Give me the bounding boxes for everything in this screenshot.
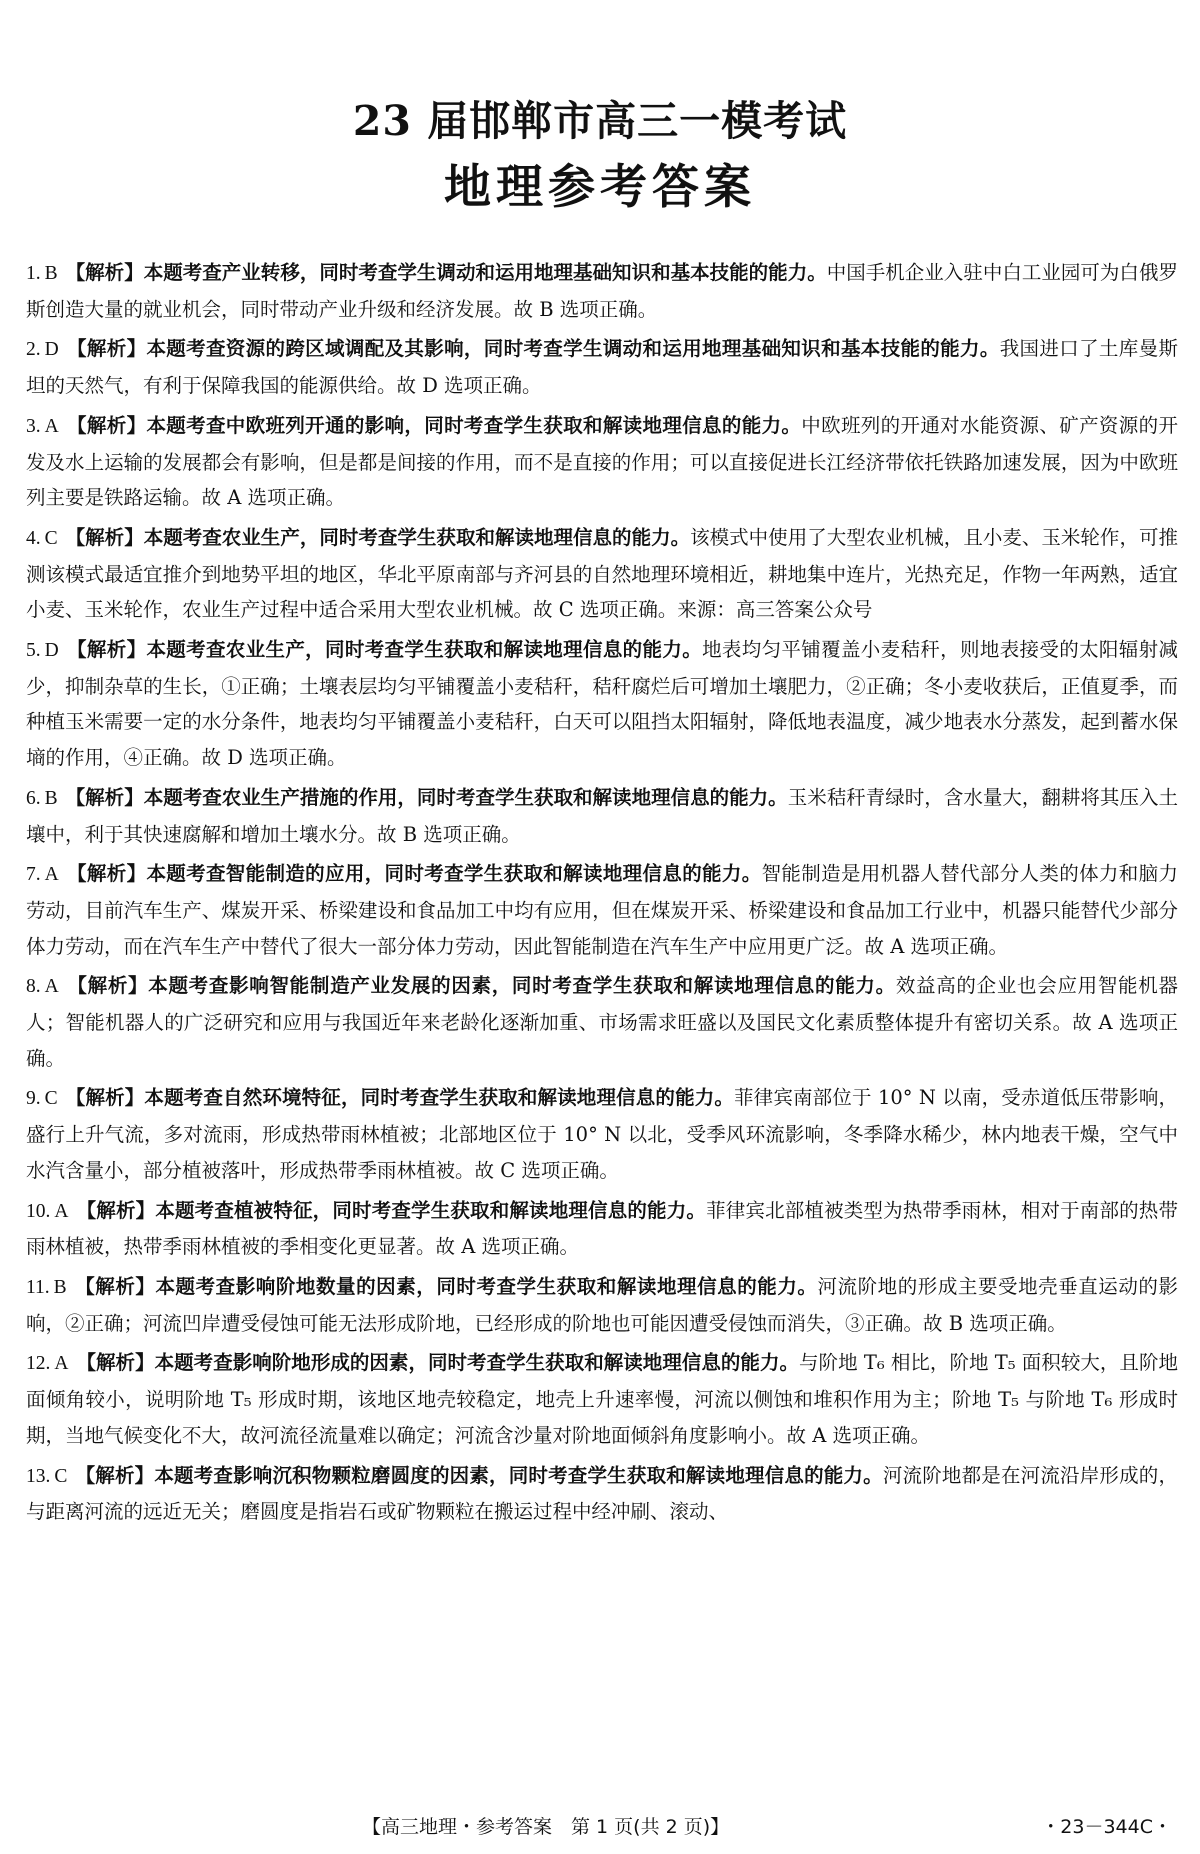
exam-title: 23 届邯郸市高三一模考试 (352, 97, 848, 145)
analysis-label: 【解析】 (66, 337, 147, 361)
answer-item (26, 408, 1178, 516)
analysis-label: 【解析】 (66, 638, 147, 662)
analysis-text: 地表均匀平铺覆盖小麦秸秆，则地表接受的太阳辐射减少，抑制杂草的生长，①正确；土壤表层均匀平铺覆盖小麦秸秆，秸秆腐烂后可增加土壤肥力，②正确；冬小麦收获后，正值夏季，而种植玉米需要一定的水分条件，地表均匀平铺覆盖小麦秸秆，白天可以阻挡太阳辐射，降低地表温度，减少地表水分蒸发，起到蓄水保墒的作用，④正确。故 D 选项正确。 (26, 638, 1178, 770)
answer-letter: A (44, 976, 59, 998)
page-info: 【高三地理・参考答案 第 1 页(共 2 页)】 (362, 1816, 730, 1838)
analysis-lead: 本题考查自然环境特征，同时考查学生获取和解读地理信息的能力。 (144, 1086, 735, 1110)
answer-letter: C (54, 1465, 68, 1487)
answer-item (26, 780, 1178, 852)
question-number: 1. (26, 263, 41, 284)
analysis-text: 效益高的企业也会应用智能机器人；智能机器人的广泛研究和应用与我国近年来老龄化逐渐加重、市场需求旺盛以及国民文化素质整体提升有密切关系。故 A 选项正确。 (26, 974, 1178, 1070)
answer-letter: B (44, 787, 58, 809)
analysis-lead: 本题考查影响沉积物颗粒磨圆度的因素，同时考查学生获取和解读地理信息的能力。 (154, 1463, 883, 1487)
analysis-text: 菲律宾北部植被类型为热带季雨林，相对于南部的热带雨林植被，热带季雨林植被的季相变化更显著。故 A 选项正确。 (26, 1198, 1178, 1259)
analysis-label: 【解析】 (65, 785, 144, 809)
answer-item (26, 632, 1178, 776)
answer-letter: B (53, 1276, 67, 1298)
analysis-text: 我国进口了土库曼斯坦的天然气，有利于保障我国的能源供给。故 D 选项正确。 (26, 337, 1178, 398)
analysis-text: 河流阶地都是在河流沿岸形成的，与距离河流的远近无关；磨圆度是指岩石或矿物颗粒在搬运过程中经冲刷、滚动、 (26, 1463, 1178, 1524)
answer-item (26, 1269, 1178, 1341)
analysis-label: 【解析】 (65, 261, 144, 284)
analysis-label: 【解析】 (66, 974, 149, 998)
analysis-lead: 本题考查农业生产，同时考查学生获取和解读地理信息的能力。 (146, 638, 703, 662)
analysis-lead: 本题考查资源的跨区域调配及其影响，同时考查学生调动和运用地理基础知识和基本技能的能力。 (146, 337, 1000, 361)
analysis-label: 【解析】 (65, 525, 144, 549)
answer-letter: C (44, 527, 58, 549)
answer-item (26, 1458, 1178, 1530)
question-number: 6. (26, 787, 41, 809)
answer-letter: D (44, 640, 59, 662)
analysis-text: 中国手机企业入驻中白工业园可为白俄罗斯创造大量的就业机会，同时带动产业升级和经济发展。故 B 选项正确。 (26, 261, 1178, 321)
answer-letter: B (44, 263, 58, 284)
answer-item (26, 1193, 1178, 1265)
analysis-label: 【解析】 (66, 862, 147, 886)
answer-list (26, 255, 1178, 1534)
analysis-lead: 本题考查农业生产措施的作用，同时考查学生获取和解读地理信息的能力。 (143, 785, 788, 809)
analysis-label: 【解析】 (74, 1274, 156, 1298)
answer-item (26, 856, 1178, 964)
document-code: ・23－344C・ (1041, 1816, 1172, 1838)
analysis-text: 菲律宾南部位于 10° N 以南，受赤道低压带影响，盛行上升气流，多对流雨，形成热带雨林植被；北部地区位于 10° N 以北，受季风环流影响，冬季降水稀少，林内地表干燥，空气中水汽含量小，部分植被落叶，形成热带季雨林植被。故 C 选项正确。 (26, 1086, 1178, 1182)
analysis-lead: 本题考查中欧班列开通的影响，同时考查学生获取和解读地理信息的能力。 (146, 413, 802, 437)
analysis-text: 河流阶地的形成主要受地壳垂直运动的影响，②正确；河流凹岸遭受侵蚀可能无法形成阶地，已经形成的阶地也可能因遭受侵蚀而消失，③正确。故 B 选项正确。 (26, 1274, 1178, 1335)
answer-item (26, 331, 1178, 403)
question-number: 7. (26, 864, 41, 886)
question-number: 11. (26, 1276, 50, 1298)
question-number: 4. (26, 527, 41, 549)
analysis-lead: 本题考查影响阶地数量的因素，同时考查学生获取和解读地理信息的能力。 (155, 1274, 818, 1298)
answer-letter: D (44, 339, 59, 361)
answer-item (26, 520, 1178, 628)
analysis-lead: 本题考查影响智能制造产业发展的因素，同时考查学生获取和解读地理信息的能力。 (148, 974, 896, 998)
question-number: 12. (26, 1353, 51, 1375)
question-number: 13. (26, 1465, 51, 1487)
answer-item (26, 255, 1178, 327)
question-number: 8. (26, 976, 41, 998)
analysis-lead: 本题考查植被特征，同时考查学生获取和解读地理信息的能力。 (155, 1198, 707, 1222)
question-number: 2. (26, 339, 41, 361)
question-number: 10. (26, 1200, 51, 1222)
question-number: 9. (26, 1088, 41, 1110)
analysis-label: 【解析】 (75, 1463, 155, 1487)
analysis-lead: 本题考查产业转移，同时考查学生调动和运用地理基础知识和基本技能的能力。 (143, 261, 827, 284)
analysis-label: 【解析】 (76, 1198, 156, 1222)
analysis-text: 与阶地 T₆ 相比，阶地 T₅ 面积较大，且阶地面倾角较小，说明阶地 T₅ 形成时期，该地区地壳较稳定，地壳上升速率慢，河流以侧蚀和堆积作用为主；阶地 T₅ 与阶地 T₆ 形成时期，当地气候变化不大，故河流径流量难以确定；河流含沙量对阶地面倾斜角度影响小。故 A 选项正确。 (26, 1351, 1178, 1447)
analysis-text: 该模式中使用了大型农业机械，且小麦、玉米轮作，可推测该模式最适宜推介到地势平坦的地区，华北平原南部与齐河县的自然地理环境相近，耕地集中连片，光热充足，作物一年两熟，适宜小麦、玉米轮作，农业生产过程中适合采用大型农业机械。故 C 选项正确。来源：高三答案公众号 (26, 525, 1178, 622)
analysis-text: 智能制造是用机器人替代部分人类的体力和脑力劳动，目前汽车生产、煤炭开采、桥梁建设和食品加工中均有应用，但在煤炭开采、桥梁建设和食品加工行业中，机器只能替代少部分体力劳动，而在汽车生产中替代了很大一部分体力劳动，因此智能制造在汽车生产中应用更广泛。故 A 选项正确。 (26, 862, 1178, 958)
answer-letter: C (44, 1088, 58, 1110)
analysis-label: 【解析】 (65, 1086, 145, 1110)
question-number: 5. (26, 640, 41, 662)
answer-letter: A (44, 864, 59, 886)
analysis-text: 中欧班列的开通对水能资源、矿产资源的开发及水上运输的发展都会有影响，但是都是间接的作用，而不是直接的作用；可以直接促进长江经济带依托铁路加速发展，因为中欧班列主要是铁路运输。故 A 选项正确。 (26, 413, 1178, 510)
analysis-label: 【解析】 (76, 1351, 155, 1375)
answer-item (26, 1345, 1178, 1453)
analysis-lead: 本题考查智能制造的应用，同时考查学生获取和解读地理信息的能力。 (146, 862, 762, 886)
analysis-lead: 本题考查影响阶地形成的因素，同时考查学生获取和解读地理信息的能力。 (154, 1351, 800, 1375)
answer-item (26, 1080, 1178, 1188)
analysis-label: 【解析】 (66, 413, 147, 437)
analysis-text: 玉米秸秆青绿时，含水量大，翻耕将其压入土壤中，利于其快速腐解和增加土壤水分。故 B 选项正确。 (26, 785, 1178, 846)
question-number: 3. (26, 415, 41, 437)
answer-item (26, 968, 1178, 1076)
answer-key-title: 地理参考答案 (444, 160, 756, 215)
answer-letter: A (44, 415, 59, 437)
answer-letter: A (54, 1200, 69, 1222)
analysis-lead: 本题考查农业生产，同时考查学生获取和解读地理信息的能力。 (143, 525, 691, 549)
answer-letter: A (54, 1353, 69, 1375)
